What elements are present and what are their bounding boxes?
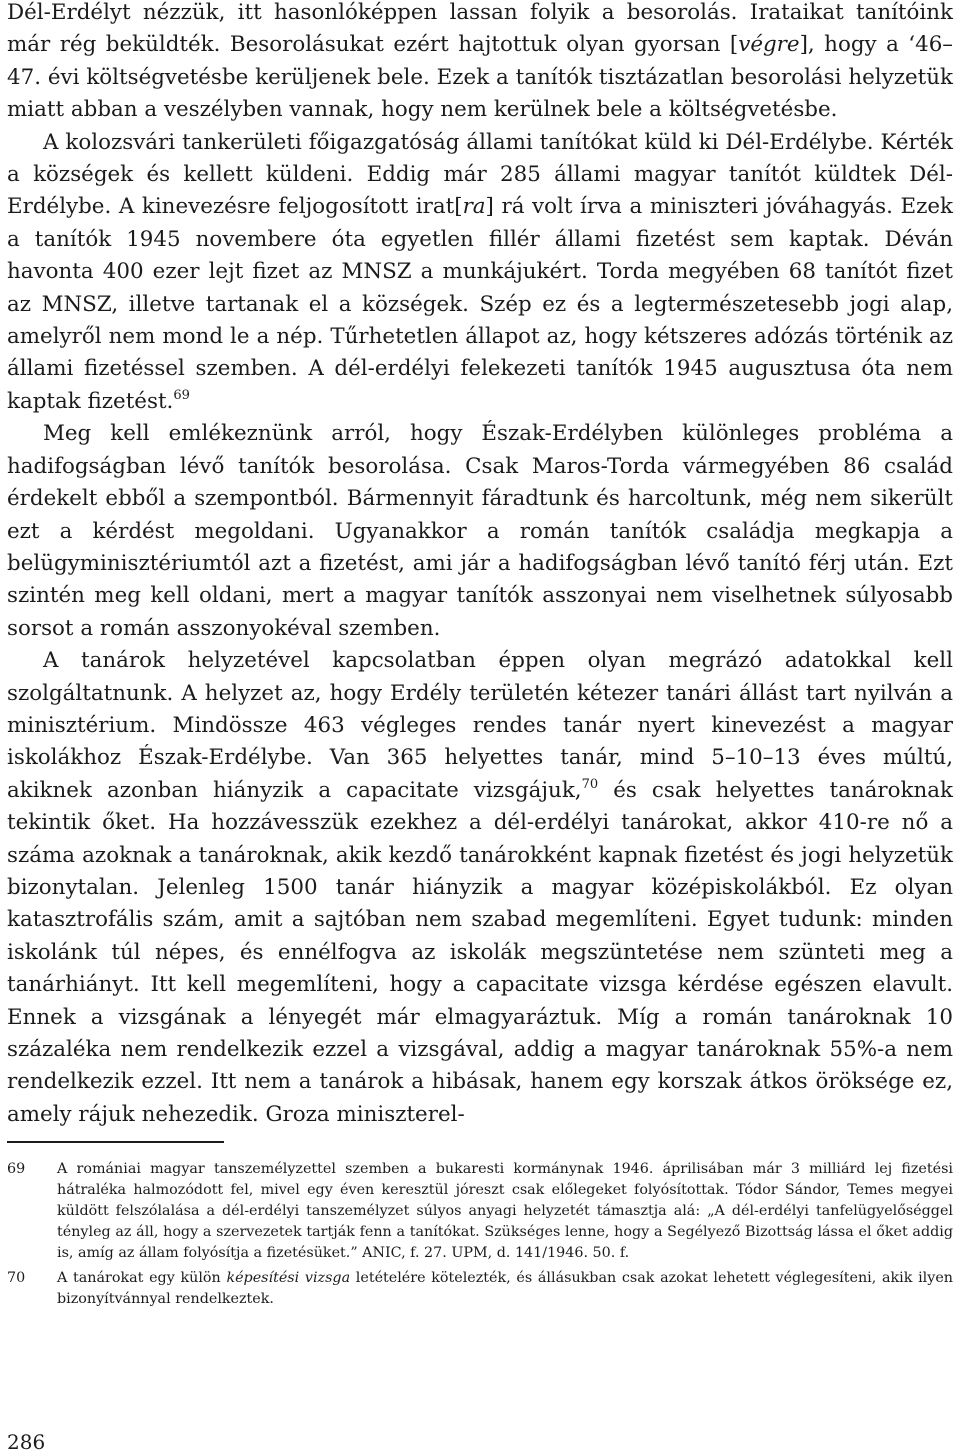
paragraph — [7, 127, 953, 419]
paragraph — [7, 645, 953, 1131]
text-run: A tanárok helyzetével kapcsolatban éppen olyan megrázó adatokkal kell szolgáltatnunk. A helyzet az, hogy Erdély területén kétezer tanári állást tart nyilván a minisztérium. Mindössze 463 végleges rendes tanár nyert kinevezést a magyar iskolákhoz Észak-Erdélybe. Van 365 helyettes tanár, mind 5–10–13 éves múltú, akiknek azonban hiányzik a capacitate vizsgájuk, — [7, 648, 953, 803]
footnote-separator — [7, 1141, 224, 1143]
document-page — [7, 0, 953, 1310]
footnote-text — [57, 1268, 953, 1310]
text-run: A tanárokat egy külön — [57, 1269, 227, 1286]
text-run: Dél-Erdélyt nézzük, itt hasonlóképpen lassan folyik a besorolás. Irataikat tanítóink már rég beküldték. Besorolásukat ezért hajtottuk olyan gyorsan [ — [7, 0, 953, 58]
footnote — [7, 1268, 953, 1310]
text-run: ] rá volt írva a miniszteri jóváhagyás. Ezek a tanítók 1945 novembere óta egyetlen fillér állami fizetést sem kaptak. Déván havonta 400 ezer lejt fizet az MNSZ a munkájukért. Torda megyében 68 tanítót fizet az MNSZ, illetve tartanak el a községek. Szép ez és a legtermészetesebb jogi alap, amelyről nem mond le a nép. Tűrhetetlen állapot az, hogy kétszeres adózás történik az állami fizetéssel szemben. A dél-erdélyi felekezeti tanítók 1945 augusztusa óta nem kaptak fizetést. — [7, 194, 953, 414]
text-run: ], hogy a ‘46–47. évi költségvetésbe kerüljenek bele. Ezek a tanítók tisztázatlan besorolási helyzetük miatt abban a veszélyben vannak, hogy nem kerülnek bele a költségvetésbe. — [7, 32, 953, 123]
footnotes — [7, 1159, 953, 1309]
italic-text: ra — [462, 194, 486, 220]
paragraph — [7, 0, 953, 127]
footnote-text — [57, 1159, 953, 1264]
text-run: A kolozsvári tankerületi főigazgatóság állami tanítókat küld ki Dél-Erdélybe. Kérték a községek és kellett küldeni. Eddig már 285 állami magyar tanítót küldtek Dél-Erdélybe. A kinevezésre feljogosított irat[ — [7, 129, 953, 220]
footnote — [7, 1159, 953, 1264]
footnote-number: 69 — [7, 1161, 26, 1178]
text-run: Meg kell emlékeznünk arról, hogy Észak-Erdélyben különleges probléma a hadifogságban lévő tanítók besorolása. Csak Maros-Torda vármegyében 86 család érdekelt ebből a szempontból. Bármennyit fáradtunk és harcoltunk, még nem sikerült ezt a kérdést megoldani. Ugyanakkor a román tanítók családja megkapja a belügyminisztériumtól azt a fizetést, ami jár a hadifogságban lévő tanító férj után. Ezt szintén meg kell oldani, mert a magyar tanítók asszonyai nem viselhetnek súlyosabb sorsot a román asszonyokéval szemben. — [7, 421, 953, 641]
italic-text: végre — [738, 32, 800, 58]
footnote-reference: 70 — [581, 776, 599, 792]
italic-text: képesítési vizsga — [226, 1269, 351, 1286]
footnote-reference: 69 — [173, 387, 190, 403]
main-text — [7, 0, 953, 1131]
page-number: 286 — [7, 1430, 46, 1454]
text-run: A romániai magyar tanszemélyzettel szemben a bukaresti kormánynak 1946. áprilisában már 3 milliárd lej fizetési hátraléka halmozódott fel, mivel egy éven keresztül jóreszt csak előlegeket folyósítottak. Tódor Sándor, Temes megyei küldött felszólalása a dél-erdélyi tanszemélyzet súlyos anyagi helyzetét támasztja alá: „A dél-erdélyi tanfelügyelőséggel tényleg az áll, hogy a szervezetek tartják fenn a tanítókat. Szükséges lenne, hogy a Segélyező Bizottság lássa el őket addig is, amíg az állam folyósítja a fizetésüket.” ANIC, f. 27. UPM, d. 141/1946. 50. f. — [57, 1161, 953, 1261]
paragraph — [7, 418, 953, 645]
text-run: és csak helyettes tanároknak tekintik őket. Ha hozzávesszük ezekhez a dél-erdélyi tanárokat, akkor 410-re nő a száma azoknak a tanároknak, akik kezdő tanárokként kapnak fizetést és jogi helyzetük bizonytalan. Jelenleg 1500 tanár hiányzik a magyar középiskolákból. Ez olyan katasztrofális szám, amit a sajtóban nem szabad megemlíteni. Egyet tudunk: minden iskolánk túl népes, és ennélfogva az iskolák megszüntetése nem szünteti meg a tanárhiányt. Itt kell megemlíteni, hogy a capacitate vizsga kérdése egészen elavult. Ennek a vizsgának a lényegét már elmagyaráztuk. Míg a román tanároknak 10 százaléka nem rendelkezik ezzel a vizsgával, addig a magyar tanároknak 55%-a nem rendelkezik ezzel. Itt nem a tanárok a hibásak, hanem egy korszak átkos öröksége ez, amely rájuk nehezedik. Groza miniszterel- — [7, 777, 953, 1127]
text-run: letételére kötelezték, és állásukban csak azokat lehetett véglegesíteni, akik ilyen bizonyítvánnyal rendelkeztek. — [57, 1269, 953, 1307]
footnote-number: 70 — [7, 1269, 26, 1286]
